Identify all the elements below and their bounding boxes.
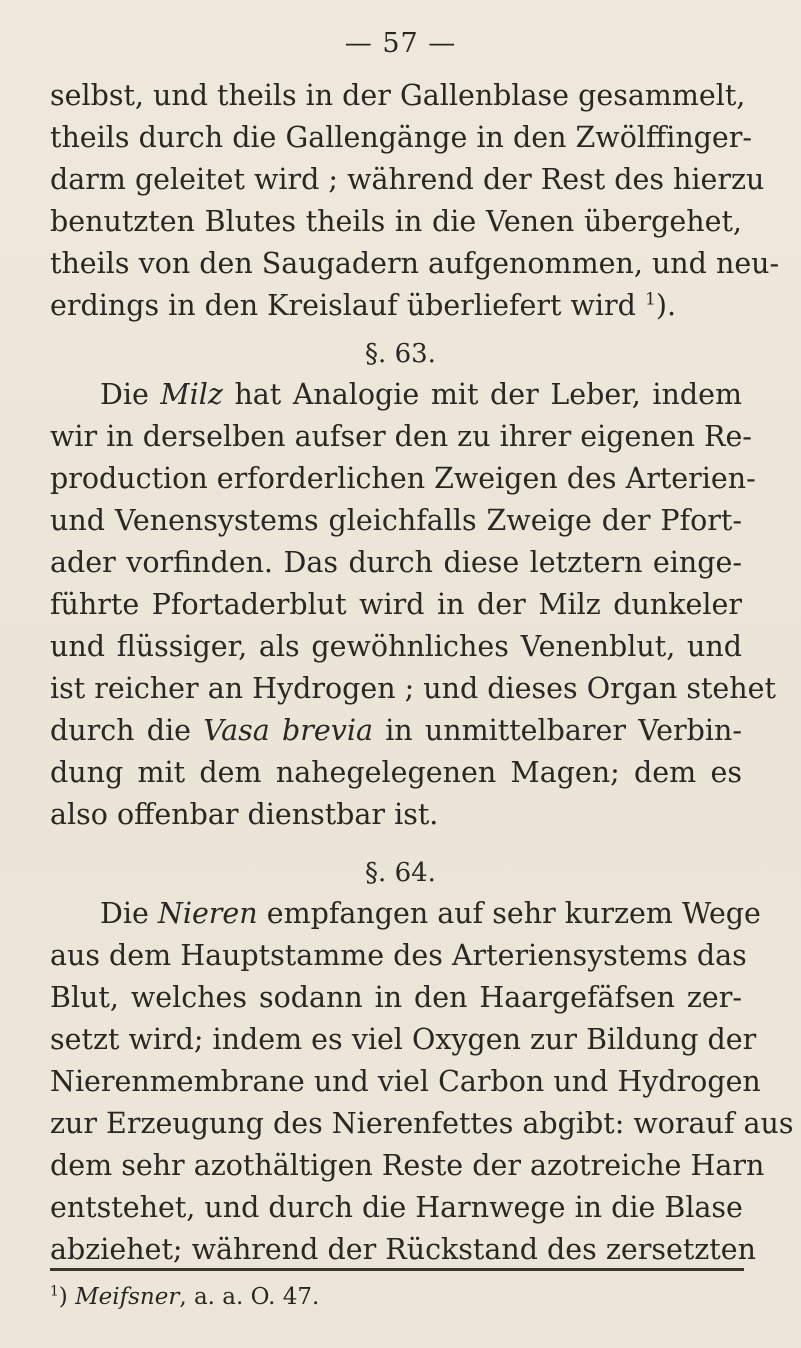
text-line: darm geleitet wird ; während der Rest des hierzu [50,163,765,196]
text-line: theils durch die Gallengänge in den Zwölffinger- [50,121,753,154]
text-line: entstehet, und durch die Harnwege in die Blase [50,1191,743,1224]
text-fragment: Die [100,378,161,411]
text-line: abziehet; während der Rückstand des zersetzten [50,1233,756,1266]
footnote-author: Meifsner [75,1284,180,1310]
text-line: ist reicher an Hydrogen ; und dieses Organ stehet [50,672,776,705]
text-fragment: in unmittelbarer Verbin- [372,714,742,747]
text-fragment: durch die [50,714,204,747]
text-line: zur Erzeugung des Nierenfettes abgibt: worauf aus [50,1107,794,1140]
section-heading: §. 64. [365,858,436,888]
text-line: selbst, und theils in der Gallenblase gesammelt, [50,79,746,112]
text-fragment: hat Analogie mit der Leber, indem [222,378,743,411]
text-fragment: Die [100,897,158,930]
text-line: also offenbar dienstbar ist. [50,798,439,831]
text-line [50,286,742,326]
text-line: wir in derselben aufser den zu ihrer eigenen Re- [50,420,752,453]
emphasis: Milz [160,378,223,411]
page-number: — 57 — [344,28,457,59]
text-fragment: ). [655,289,677,322]
emphasis: Nieren [157,897,258,930]
text-line: benutzten Blutes theils in die Venen übergehet, [50,205,742,238]
text-line: setzt wird; indem es viel Oxygen zur Bildung der [50,1023,757,1056]
text-line [50,711,742,751]
text-line: aus dem Hauptstamme des Arteriensystems das [50,939,747,972]
text-line: und flüssiger, als gewöhnliches Venenblut, und [50,630,742,663]
emphasis: Vasa brevia [203,714,373,747]
text-line: dung mit dem nahegelegenen Magen; dem es [50,756,742,789]
text-line [100,894,761,934]
text-line: dem sehr azothältigen Reste der azotreiche Harn [50,1149,765,1182]
text-line: production erforderlichen Zweigen des Arterien- [50,462,756,495]
footnote-marker: 1 [50,1283,59,1300]
text-line [100,375,742,415]
text-line: ader vorfinden. Das durch diese letztern einge- [50,546,742,579]
text-line: führte Pfortaderblut wird in der Milz dunkeler [50,588,742,621]
footnote-reference: 1 [644,289,656,310]
footnote-divider [50,1268,744,1271]
footnote-marker-close: ) [58,1284,68,1310]
text-line: Blut, welches sodann in den Haargefäfsen zer- [50,981,742,1014]
footnote [50,1282,319,1312]
text-line: theils von den Saugadern aufgenommen, und neu- [50,247,780,280]
text-line: und Venensystems gleichfalls Zweige der Pfort- [50,504,742,537]
text-line: Nierenmembrane und viel Carbon und Hydrogen [50,1065,761,1098]
text-fragment: empfangen auf sehr kurzem Wege [257,897,761,930]
footnote-citation: , a. a. O. 47. [179,1284,320,1310]
section-heading: §. 63. [365,339,436,369]
text-fragment: erdings in den Kreislauf überliefert wird [50,289,645,322]
